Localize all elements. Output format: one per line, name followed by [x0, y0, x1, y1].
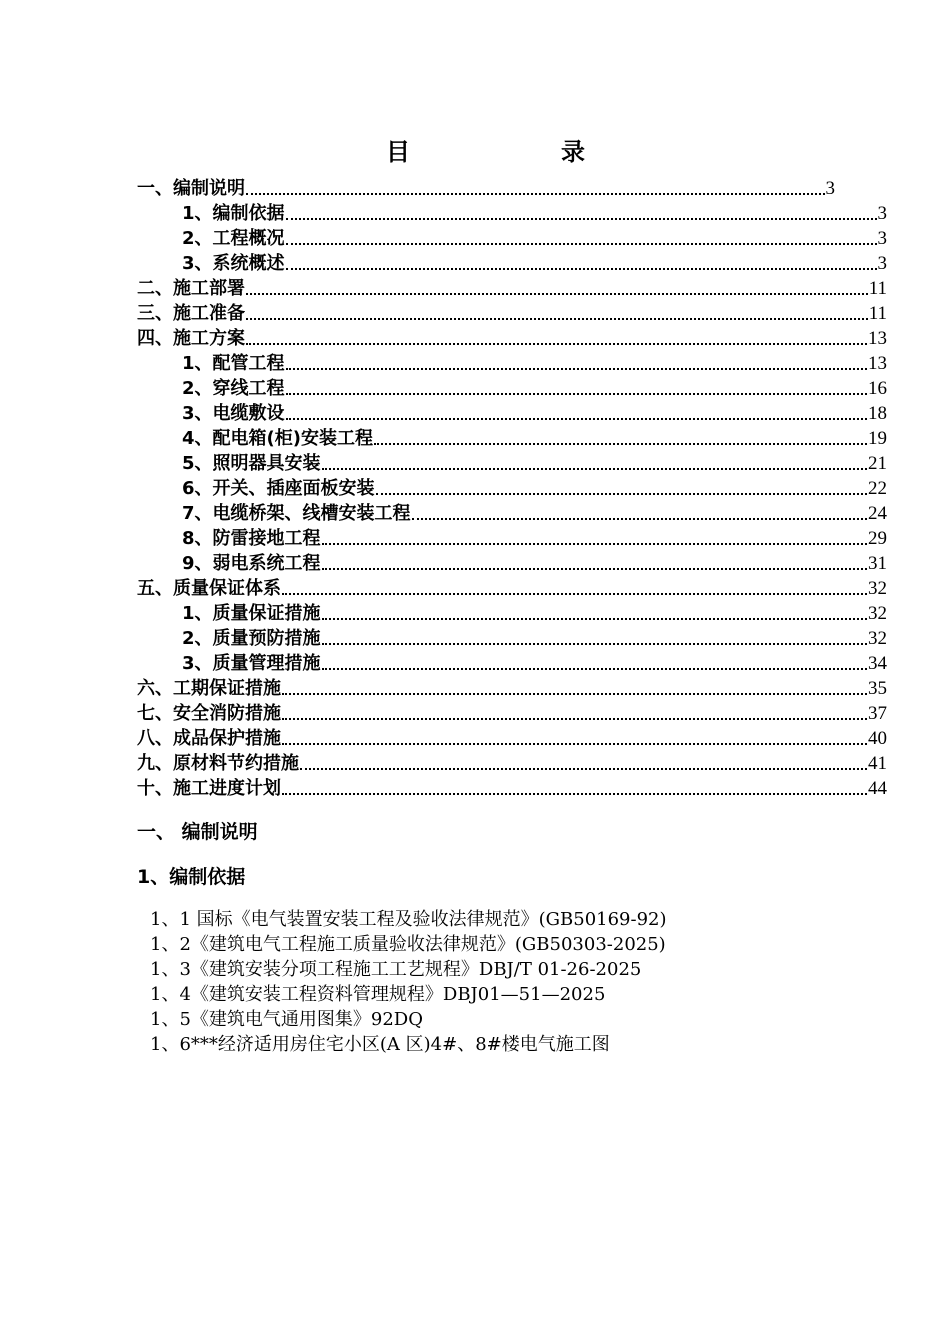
toc-entry-label: 6、开关、插座面板安装: [182, 478, 375, 499]
toc-entry-label: 七、安全消防措施: [137, 703, 281, 724]
toc-dot-leader: [322, 568, 867, 570]
toc-entry-label: 1、质量保证措施: [182, 603, 321, 624]
toc-dot-leader: [282, 693, 867, 695]
toc-entry-page: 16: [868, 378, 887, 399]
toc-dot-leader: [286, 268, 877, 270]
toc-entry-label: 2、质量预防措施: [182, 628, 321, 649]
toc-dot-leader: [376, 493, 867, 495]
section-heading: 一、 编制说明: [137, 821, 258, 843]
toc-entry-page: 13: [868, 353, 887, 374]
toc-dot-leader: [282, 793, 867, 795]
toc-entry-page: 41: [868, 753, 887, 774]
toc-dot-leader: [412, 518, 867, 520]
toc-dot-leader: [246, 293, 868, 295]
toc-entry-label: 4、配电箱(柜)安装工程: [182, 428, 373, 449]
toc-entry-page: 29: [868, 528, 887, 549]
toc-entry-label: 一、编制说明: [137, 178, 245, 199]
toc-title-char-2: 录: [561, 138, 585, 166]
toc-entry[interactable]: [137, 200, 887, 225]
toc-entry[interactable]: [137, 175, 835, 200]
toc-entry-page: 40: [868, 728, 887, 749]
toc-dot-leader: [282, 593, 867, 595]
toc-title: [0, 132, 950, 166]
toc-entry-page: 3: [877, 228, 887, 249]
toc-dot-leader: [286, 368, 867, 370]
toc-entry-page: 32: [868, 628, 887, 649]
toc-entry[interactable]: [137, 600, 887, 625]
toc-title-char-1: 目: [386, 138, 410, 166]
toc-entry-label: 3、电缆敷设: [182, 403, 285, 424]
reference-item: 1、6***经济适用房住宅小区(A 区)4#、8#楼电气施工图: [150, 1034, 610, 1055]
toc-entry-page: 44: [868, 778, 887, 799]
toc-dot-leader: [246, 318, 868, 320]
subsection-heading: 1、编制依据: [137, 866, 246, 888]
toc-entry-label: 2、工程概况: [182, 228, 285, 249]
toc-entry-page: 32: [868, 578, 887, 599]
reference-item: 1、4《建筑安装工程资料管理规程》DBJ01—51—2025: [150, 984, 606, 1005]
toc-entry[interactable]: [137, 350, 887, 375]
toc-entry[interactable]: [137, 575, 887, 600]
toc-entry-page: 3: [877, 253, 887, 274]
toc-entry-page: 22: [868, 478, 887, 499]
toc-entry-page: 21: [868, 453, 887, 474]
reference-item: 1、3《建筑安装分项工程施工工艺规程》DBJ/T 01-26-2025: [150, 959, 642, 980]
toc-entry[interactable]: [137, 750, 887, 775]
reference-item: 1、1 国标《电气装置安装工程及验收法律规范》(GB50169-92): [150, 909, 667, 930]
toc-dot-leader: [286, 218, 877, 220]
toc-entry-label: 7、电缆桥架、线槽安装工程: [182, 503, 411, 524]
toc-entry-page: 31: [868, 553, 887, 574]
toc-dot-leader: [286, 393, 867, 395]
toc-entry[interactable]: [137, 700, 887, 725]
toc-entry-label: 1、配管工程: [182, 353, 285, 374]
toc-dot-leader: [246, 343, 867, 345]
toc-entry[interactable]: [137, 300, 887, 325]
toc-entry-label: 二、施工部署: [137, 278, 245, 299]
toc-entry[interactable]: [137, 500, 887, 525]
toc-dot-leader: [322, 643, 867, 645]
toc-entry[interactable]: [137, 775, 887, 800]
table-of-contents: [137, 175, 887, 800]
toc-dot-leader: [322, 668, 867, 670]
toc-entry[interactable]: [137, 475, 887, 500]
toc-entry[interactable]: [137, 675, 887, 700]
toc-entry-label: 9、弱电系统工程: [182, 553, 321, 574]
toc-entry-page: 11: [868, 278, 887, 299]
toc-entry[interactable]: [137, 400, 887, 425]
toc-entry[interactable]: [137, 375, 887, 400]
toc-entry-label: 3、系统概述: [182, 253, 285, 274]
reference-item: 1、5《建筑电气通用图集》92DQ: [150, 1009, 423, 1030]
toc-entry-page: 24: [868, 503, 887, 524]
toc-entry[interactable]: [137, 650, 887, 675]
toc-entry-label: 3、质量管理措施: [182, 653, 321, 674]
toc-entry-page: 11: [868, 303, 887, 324]
toc-entry[interactable]: [137, 250, 887, 275]
reference-list: [150, 907, 910, 1057]
toc-entry-label: 四、施工方案: [137, 328, 245, 349]
toc-entry-page: 37: [868, 703, 887, 724]
toc-entry[interactable]: [137, 225, 887, 250]
toc-entry[interactable]: [137, 550, 887, 575]
toc-entry[interactable]: [137, 725, 887, 750]
toc-dot-leader: [322, 468, 867, 470]
toc-entry-label: 8、防雷接地工程: [182, 528, 321, 549]
toc-dot-leader: [322, 543, 867, 545]
toc-entry-label: 5、照明器具安装: [182, 453, 321, 474]
toc-entry-page: 19: [868, 428, 887, 449]
toc-entry[interactable]: [137, 625, 887, 650]
toc-dot-leader: [286, 243, 877, 245]
toc-entry-page: 3: [877, 203, 887, 224]
toc-entry-page: 35: [868, 678, 887, 699]
toc-dot-leader: [322, 618, 867, 620]
toc-entry-page: 32: [868, 603, 887, 624]
toc-entry[interactable]: [137, 325, 887, 350]
toc-entry-label: 六、工期保证措施: [137, 678, 281, 699]
toc-dot-leader: [374, 443, 867, 445]
toc-dot-leader: [286, 418, 867, 420]
toc-dot-leader: [282, 743, 867, 745]
reference-item: 1、2《建筑电气工程施工质量验收法律规范》(GB50303-2025): [150, 934, 666, 955]
toc-entry-label: 1、编制依据: [182, 203, 285, 224]
toc-entry-page: 34: [868, 653, 887, 674]
toc-dot-leader: [282, 718, 867, 720]
toc-entry-page: 3: [825, 178, 835, 199]
toc-entry-label: 九、原材料节约措施: [137, 753, 299, 774]
toc-dot-leader: [300, 768, 867, 770]
toc-entry-label: 十、施工进度计划: [137, 778, 281, 799]
toc-entry-page: 18: [868, 403, 887, 424]
toc-entry-label: 八、成品保护措施: [137, 728, 281, 749]
toc-entry-label: 三、施工准备: [137, 303, 245, 324]
toc-entry[interactable]: [137, 525, 887, 550]
toc-entry[interactable]: [137, 275, 887, 300]
toc-entry-label: 2、穿线工程: [182, 378, 285, 399]
toc-entry-label: 五、质量保证体系: [137, 578, 281, 599]
toc-dot-leader: [246, 193, 825, 195]
toc-entry-page: 13: [868, 328, 887, 349]
toc-entry[interactable]: [137, 425, 887, 450]
toc-entry[interactable]: [137, 450, 887, 475]
